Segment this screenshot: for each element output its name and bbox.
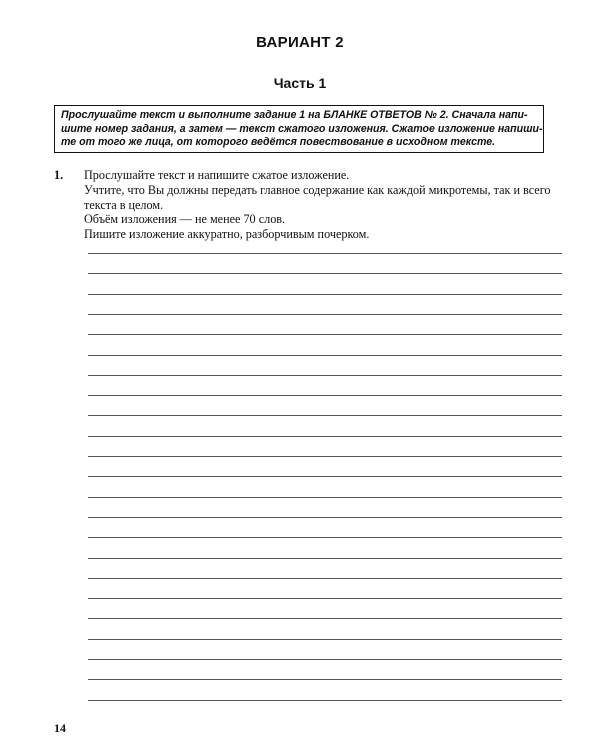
answer-line <box>88 659 562 660</box>
answer-line <box>88 314 562 315</box>
answer-line <box>88 517 562 518</box>
answer-line <box>88 294 562 295</box>
answer-line <box>88 476 562 477</box>
instruction-line: те от того же лица, от которого ведётся повествование в исходном тексте. <box>61 136 496 148</box>
answer-line <box>88 375 562 376</box>
instruction-box <box>54 105 544 153</box>
answer-line <box>88 456 562 457</box>
task-number: 1. <box>54 168 64 182</box>
page-number: 14 <box>54 721 66 735</box>
task-text-line: Пишите изложение аккуратно, разборчивым почерком. <box>84 227 370 242</box>
answer-line <box>88 558 562 559</box>
task-text <box>84 168 554 242</box>
answer-line <box>88 415 562 416</box>
answer-line <box>88 598 562 599</box>
answer-line <box>88 679 562 680</box>
answer-line <box>88 497 562 498</box>
answer-line <box>88 253 562 254</box>
task-text-line: текста в целом. <box>84 197 164 212</box>
answer-line <box>88 334 562 335</box>
answer-lines <box>88 245 562 705</box>
answer-line <box>88 578 562 579</box>
variant-title: ВАРИАНТ 2 <box>256 34 344 51</box>
task-text-line: Учтите, что Вы должны передать главное содержание как каждой микротемы, так и всего <box>84 182 551 197</box>
instruction-line: Прослушайте текст и выполните задание 1 на БЛАНКЕ ОТВЕТОВ № 2. Сначала напи- <box>61 109 528 121</box>
answer-line <box>88 355 562 356</box>
answer-line <box>88 395 562 396</box>
answer-line <box>88 618 562 619</box>
answer-line <box>88 700 562 701</box>
answer-line <box>88 537 562 538</box>
part-title: Часть 1 <box>273 75 327 91</box>
task-text-line: Объём изложения — не менее 70 слов. <box>84 212 286 227</box>
instruction-line: шите номер задания, а затем — текст сжатого изложения. Сжатое изложение напиши- <box>61 122 543 135</box>
task-text-line: Прослушайте текст и напишите сжатое изложение. <box>84 168 350 182</box>
answer-line <box>88 273 562 274</box>
answer-line <box>88 436 562 437</box>
answer-line <box>88 639 562 640</box>
